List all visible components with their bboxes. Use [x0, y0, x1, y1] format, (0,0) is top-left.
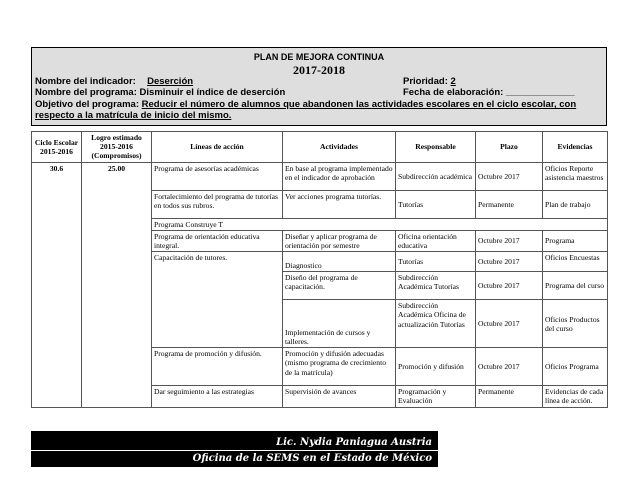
actividad-cell: Diseñar y aplicar programa de orientación por semestre: [283, 230, 396, 251]
evidencias-cell: Oficios Productos del curso: [543, 300, 608, 348]
objective-label: Objetivo del programa:: [35, 99, 139, 110]
table-header-row: [32, 132, 608, 163]
actividad-cell: En base al programa implementado en el indicador de aprobación: [283, 162, 396, 190]
actividad-cell: Implementación de cursos y talleres.: [283, 300, 396, 348]
objective-value: Reducir el número de alumnos que abandonen las actividades escolares en el ciclo escolar, con respecto a la matrícula de inicio del mismo.: [35, 99, 577, 121]
priority-row: [403, 76, 456, 87]
plazo-cell: Permanente: [476, 190, 543, 218]
indicator-value: Deserción: [147, 76, 194, 87]
evidencias-cell: Oficios Encuestas: [543, 252, 608, 272]
col-header-plazo: Plazo: [476, 132, 543, 163]
col-header-evidencias: Evidencias: [543, 132, 608, 163]
plazo-cell: Permanente: [476, 386, 543, 407]
responsable-cell: Programación y Evaluación: [396, 386, 476, 407]
actividad-cell: Ver acciones programa tutorías.: [283, 190, 396, 218]
action-plan-table: [31, 131, 608, 408]
responsable-cell: Subdirección Académica Oficina de actualización Tutorías: [396, 300, 476, 348]
indicator-label: Nombre del indicador:: [35, 76, 136, 87]
linea-cell: Programa de asesorías académicas: [152, 162, 283, 190]
responsable-cell: Subdirección académica: [396, 162, 476, 190]
col-header-lineas: Líneas de acción: [152, 132, 283, 163]
footer-divider: [31, 450, 438, 451]
linea-cell: Programa de orientación educativa integral.: [152, 230, 283, 251]
plan-years: 2017-2018: [293, 63, 345, 77]
linea-cell: Programa de promoción y difusión.: [152, 348, 283, 386]
evidencias-cell: Programa: [543, 230, 608, 251]
date-label: Fecha de elaboración:: [403, 87, 504, 98]
plan-header: [31, 47, 607, 126]
actividad-cell: Promoción y difusión adecuadas (mismo programa de crecimiento de la matrícula): [283, 348, 396, 386]
plazo-cell: Octubre 2017: [476, 300, 543, 348]
objective-row: [35, 99, 605, 121]
program-row: [35, 87, 285, 98]
evidencias-cell: Plan de trabajo: [543, 190, 608, 218]
actividad-cell: Supervisión de avances: [283, 386, 396, 407]
evidencias-cell: Oficios Reporte asistencia maestros: [543, 162, 608, 190]
indicator-row: [35, 76, 193, 87]
evidencias-cell: Oficios Programa: [543, 348, 608, 386]
col-header-ciclo: Ciclo Escolar 2015-2016: [32, 132, 82, 163]
responsable-cell: Tutorías: [396, 190, 476, 218]
plazo-cell: Octubre 2017: [476, 272, 543, 300]
linea-cell: Dar seguimiento a las estrategias: [152, 386, 283, 407]
plazo-cell: Octubre 2017: [476, 162, 543, 190]
linea-cell: Capacitación de tutores.: [152, 252, 283, 348]
priority-value: 2: [450, 76, 456, 87]
responsable-cell: Tutorías: [396, 252, 476, 272]
date-row: [403, 87, 575, 98]
evidencias-cell: Programa del curso: [543, 272, 608, 300]
ciclo-value: 30.6: [32, 162, 82, 407]
actividad-cell: Diseño del programa de capacitación.: [283, 272, 396, 300]
plazo-cell: Octubre 2017: [476, 348, 543, 386]
footer-name: Lic. Nydia Paniagua Austria: [276, 437, 432, 448]
linea-cell: Fortalecimiento del programa de tutorías en todos sus rubros.: [152, 190, 283, 218]
plan-title: PLAN DE MEJORA CONTINUA: [253, 52, 385, 62]
program-label: Nombre del programa:: [35, 87, 137, 98]
linea-cell: Programa Construye T: [152, 218, 608, 230]
plazo-cell: Octubre 2017: [476, 252, 543, 272]
signature-footer: [31, 431, 438, 467]
logro-value: 25.00: [82, 162, 152, 407]
footer-office: Oficina de la SEMS en el Estado de México: [192, 453, 432, 464]
table-row: [32, 162, 608, 190]
responsable-cell: Subdirección Académica Tutorías: [396, 272, 476, 300]
col-header-logro: Logro estimado 2015-2016 (Compromisos): [82, 132, 152, 163]
col-header-actividades: Actividades: [283, 132, 396, 163]
program-value: Disminuir el índice de deserción: [139, 87, 286, 98]
evidencias-cell: Evidencias de cada línea de acción.: [543, 386, 608, 407]
col-header-responsable: Responsable: [396, 132, 476, 163]
actividad-cell: Diagnostico: [283, 252, 396, 272]
priority-label: Prioridad:: [403, 76, 448, 87]
responsable-cell: Promoción y difusión: [396, 348, 476, 386]
plazo-cell: Octubre 2017: [476, 230, 543, 251]
responsable-cell: Oficina orientación educativa: [396, 230, 476, 251]
date-value: _____________: [505, 87, 575, 98]
